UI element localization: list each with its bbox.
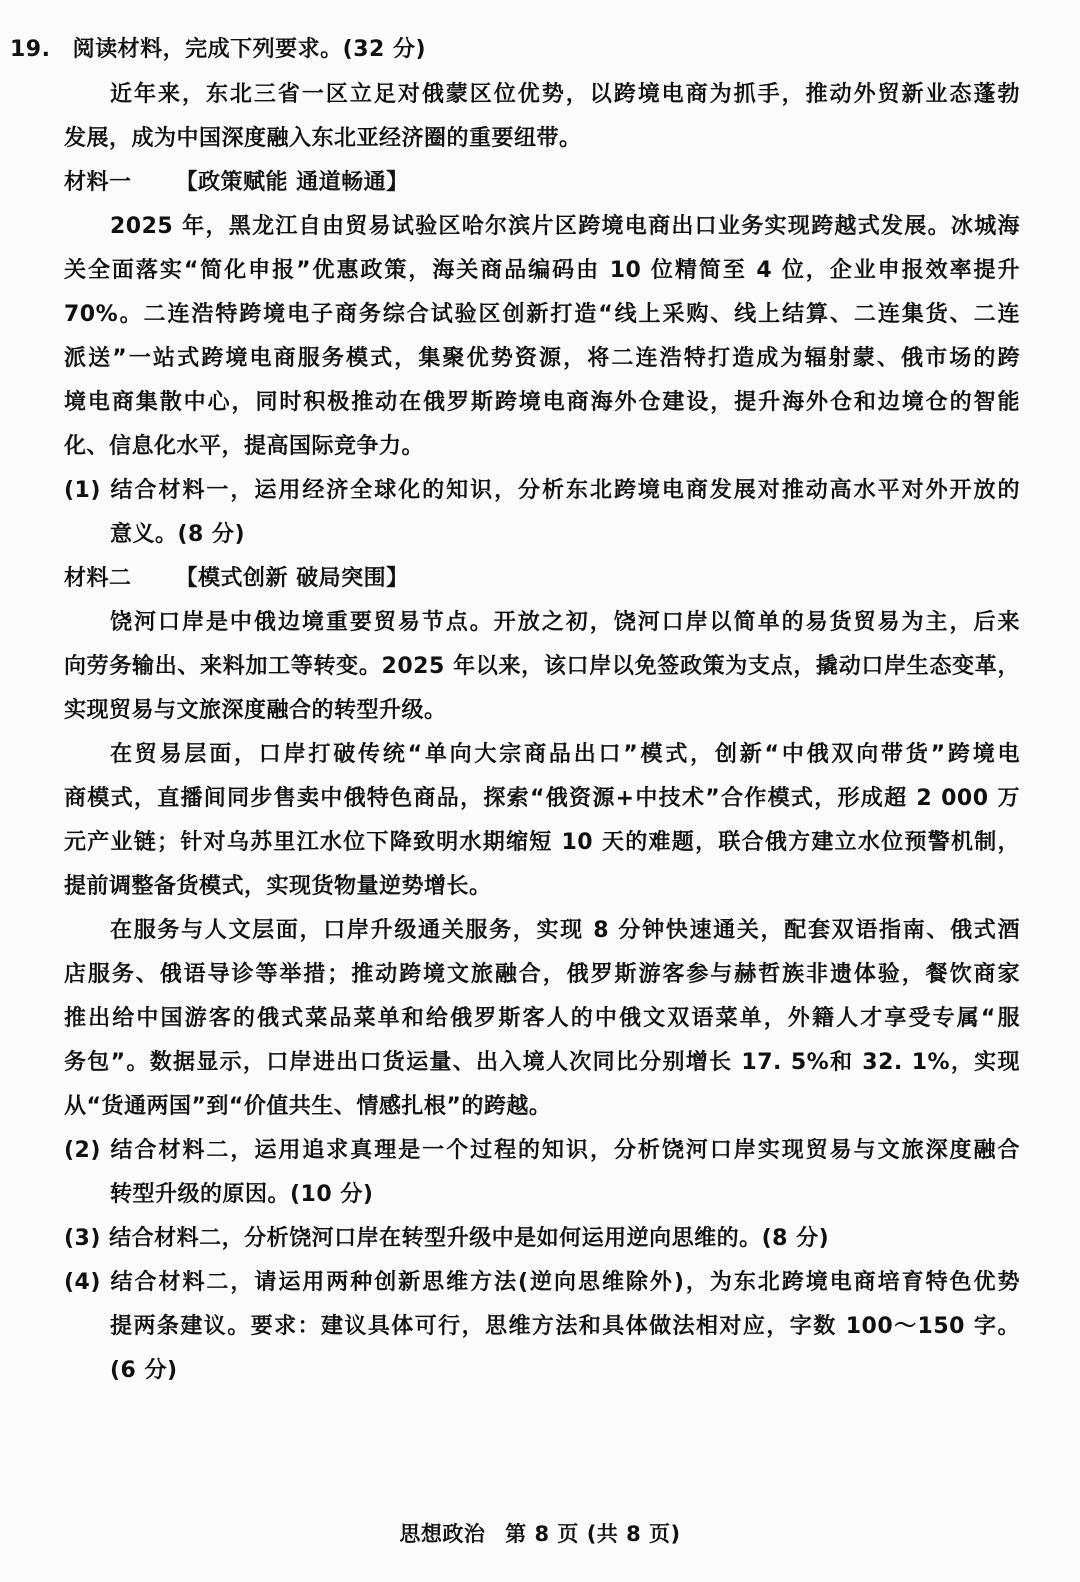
material2-para3-line: 从“货通两国”到“价值共生、情感扎根”的跨越。 [64, 1094, 552, 1119]
material2-para2-line: 提前调整备货模式，实现货物量逆势增长。 [64, 874, 492, 899]
question-header [10, 35, 1020, 65]
material1-line: 境电商集散中心，同时积极推动在俄罗斯跨境电商海外仓建设，提升海外仓和边境仓的智能 [64, 390, 1020, 415]
q4-line-2: 提两条建议。要求：建议具体可行，思维方法和具体做法相对应，字数 100～150 字。 [110, 1314, 1020, 1339]
material1-line: 关全面落实“简化申报”优惠政策，海关商品编码由 10 位精简至 4 位，企业申报效率提升 [64, 258, 1020, 283]
material1-label: 材料一 [64, 170, 132, 195]
footer-page-number: 第 8 页 (共 8 页) [505, 1522, 681, 1546]
q4-line-1: (4) 结合材料二，请运用两种创新思维方法(逆向思维除外)，为东北跨境电商培育特色优势 [64, 1270, 1020, 1295]
material2-para1-line: 实现贸易与文旅深度融合的转型升级。 [64, 698, 447, 723]
q2-line-2: 转型升级的原因。(10 分) [110, 1182, 374, 1207]
material1-line: 派送”一站式跨境电商服务模式，集聚优势资源，将二连浩特打造成为辐射蒙、俄市场的跨 [64, 346, 1020, 371]
material1-title [64, 168, 409, 198]
material2-para2-line: 元产业链；针对乌苏里江水位下降致明水期缩短 10 天的难题，联合俄方建立水位预警机制， [64, 830, 1020, 855]
material2-para3-line: 推出给中国游客的俄式菜品菜单和给俄罗斯客人的中俄文双语菜单，外籍人才享受专属“服 [64, 1006, 1020, 1031]
material2-para3-line: 店服务、俄语导诊等举措；推动跨境文旅融合，俄罗斯游客参与赫哲族非遗体验，餐饮商家 [64, 962, 1020, 987]
q1-line-2: 意义。(8 分) [110, 522, 246, 547]
material2-para3-line: 务包”。数据显示，口岸进出口货运量、出入境人次同比分别增长 17. 5%和 32. 1%，实现 [64, 1050, 1020, 1075]
material1-tag: 【政策赋能 通道畅通】 [175, 170, 409, 195]
q3-line-1: (3) 结合材料二，分析饶河口岸在转型升级中是如何运用逆向思维的。(8 分) [64, 1226, 830, 1251]
material2-para2-line: 商模式，直播间同步售卖中俄特色商品，探索“俄资源+中技术”合作模式，形成超 2 000 万 [64, 786, 1020, 811]
material2-para3-line: 在服务与人文层面，口岸升级通关服务，实现 8 分钟快速通关，配套双语指南、俄式酒 [110, 918, 1020, 943]
intro-line-1: 近年来，东北三省一区立足对俄蒙区位优势，以跨境电商为抓手，推动外贸新业态蓬勃 [110, 82, 1020, 107]
question-title: 阅读材料，完成下列要求。(32 分) [72, 37, 427, 62]
material2-tag: 【模式创新 破局突围】 [175, 566, 409, 591]
footer-subject: 思想政治 [399, 1522, 486, 1546]
material2-para1-line: 向劳务输出、来料加工等转变。2025 年以来，该口岸以免签政策为支点，撬动口岸生态变革， [64, 654, 1020, 679]
material2-label: 材料二 [64, 566, 132, 591]
question-number: 19. [10, 37, 51, 62]
material1-line: 2025 年，黑龙江自由贸易试验区哈尔滨片区跨境电商出口业务实现跨越式发展。冰城海 [110, 214, 1020, 239]
q1-line-1: (1) 结合材料一，运用经济全球化的知识，分析东北跨境电商发展对推动高水平对外开放的 [64, 478, 1020, 503]
page-footer [0, 1519, 1080, 1549]
material2-para1-line: 饶河口岸是中俄边境重要贸易节点。开放之初，饶河口岸以简单的易货贸易为主，后来 [110, 610, 1020, 635]
material1-line: 化、信息化水平，提高国际竞争力。 [64, 434, 425, 459]
material1-line: 70%。二连浩特跨境电子商务综合试验区创新打造“线上采购、线上结算、二连集货、二连 [64, 302, 1020, 327]
material2-title [64, 564, 409, 594]
material2-para2-line: 在贸易层面，口岸打破传统“单向大宗商品出口”模式，创新“中俄双向带货”跨境电 [110, 742, 1020, 767]
q4-line-3: (6 分) [110, 1358, 178, 1383]
q2-line-1: (2) 结合材料二，运用追求真理是一个过程的知识，分析饶河口岸实现贸易与文旅深度融合 [64, 1138, 1020, 1163]
intro-line-2: 发展，成为中国深度融入东北亚经济圈的重要纽带。 [64, 126, 582, 151]
